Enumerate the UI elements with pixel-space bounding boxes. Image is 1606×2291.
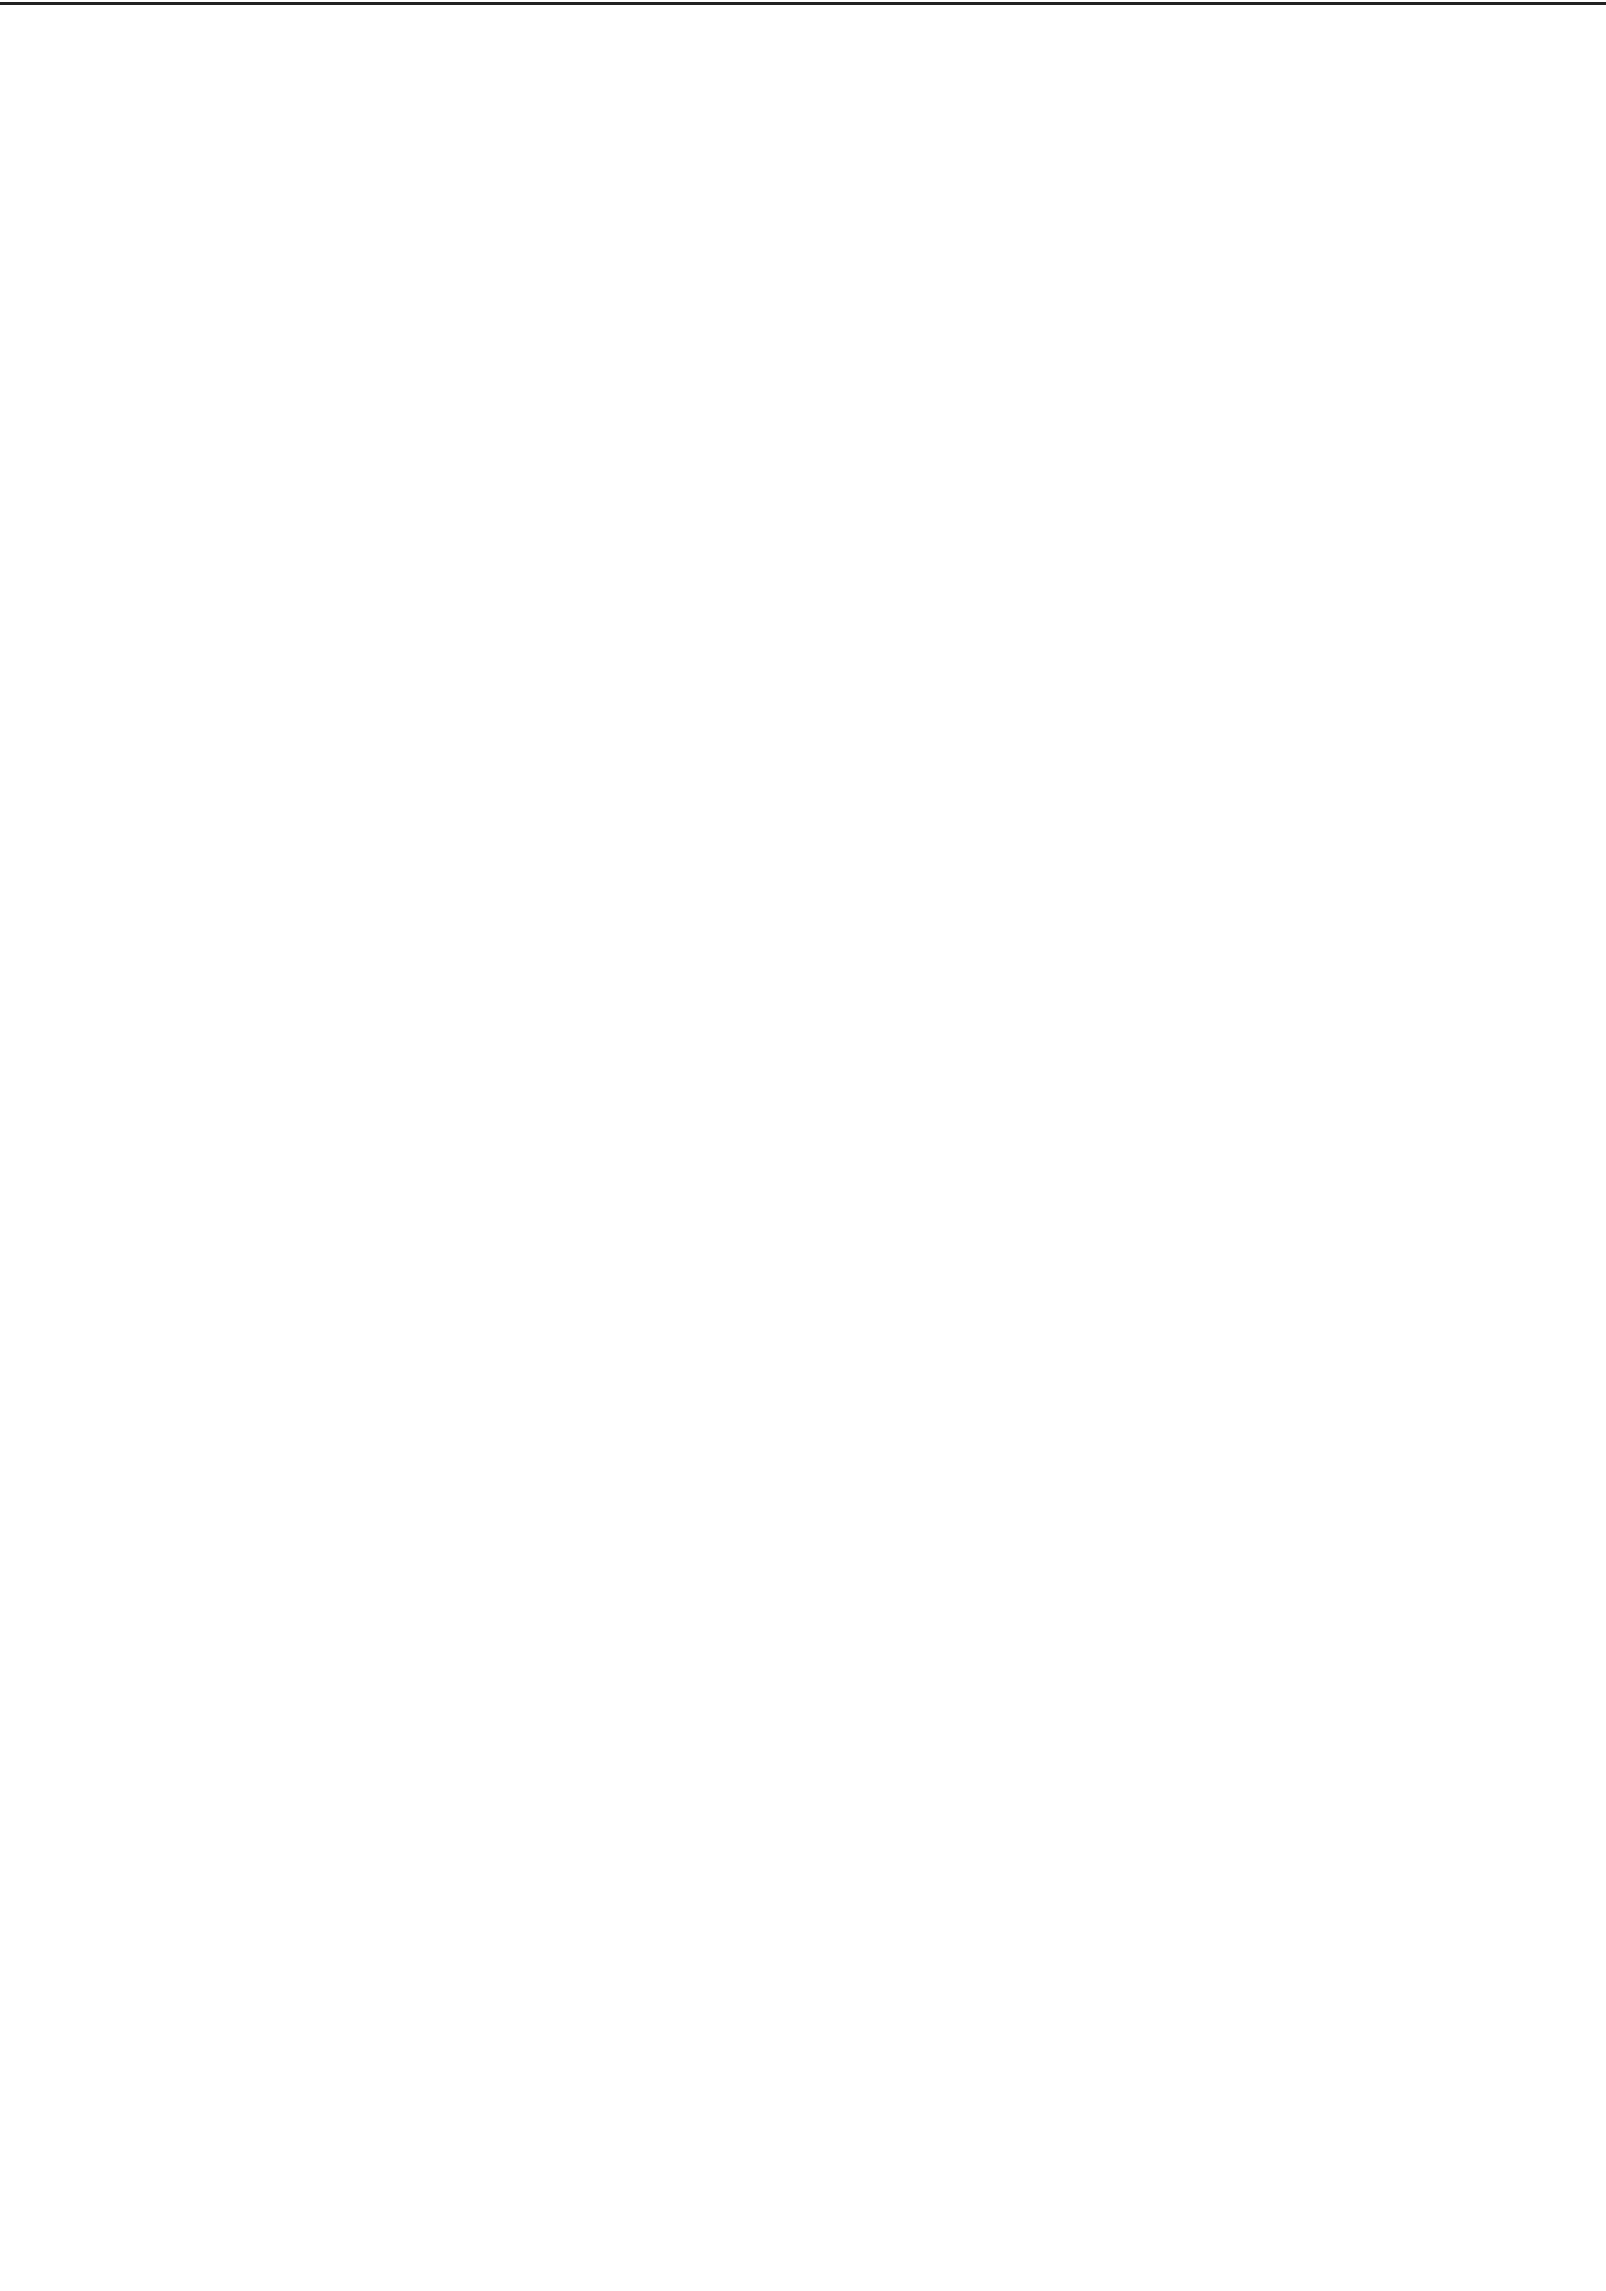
scan-top-edge: [0, 2, 1606, 5]
